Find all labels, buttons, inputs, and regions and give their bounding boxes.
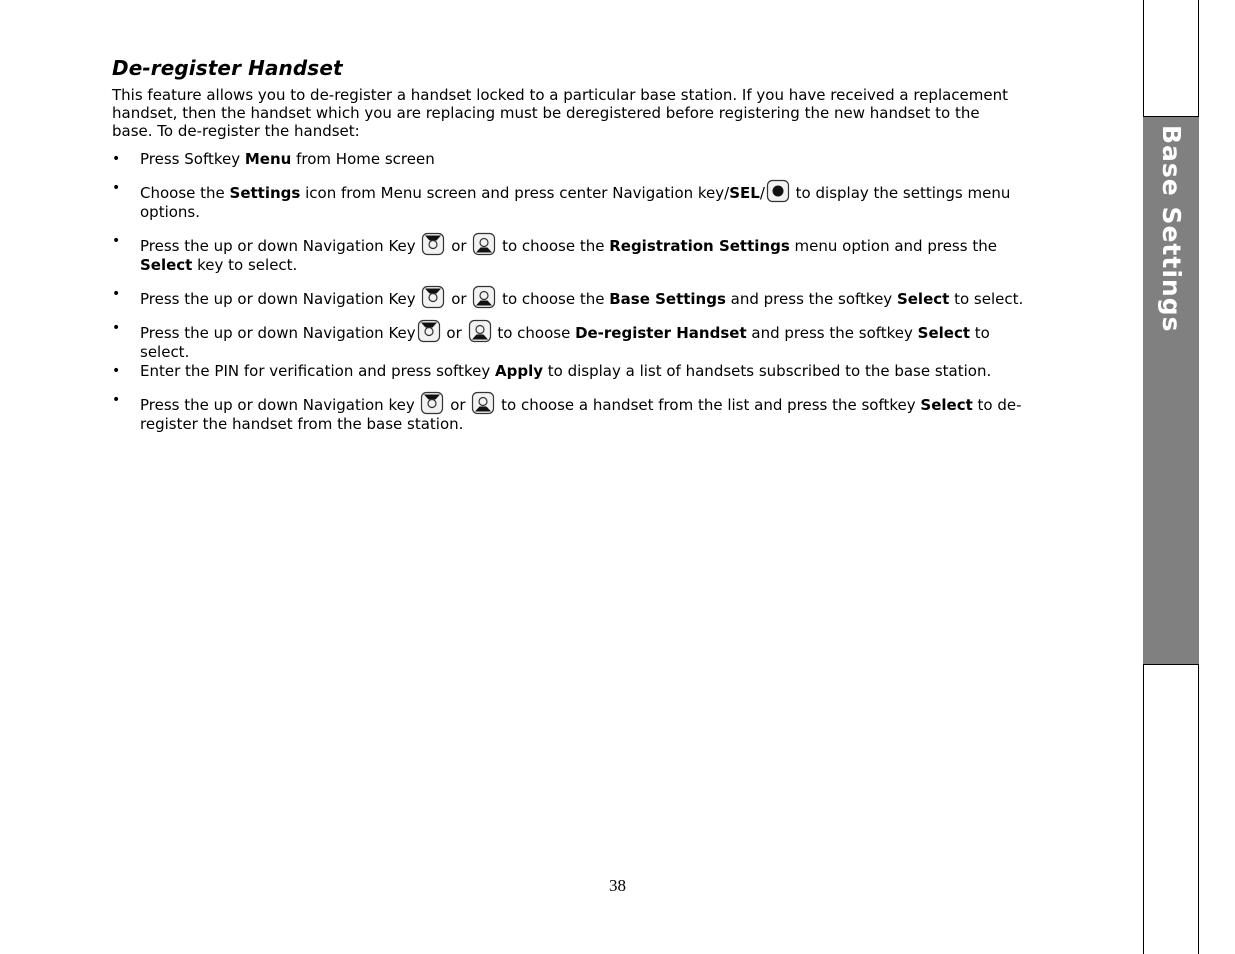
nav-up-key-icon	[421, 232, 445, 256]
page-number: 38	[609, 876, 626, 895]
section-side-tab	[1143, 116, 1199, 665]
bullet-icon: •	[112, 320, 121, 336]
list-item: • Press the up or down Navigation Key or to choose De-register Handset and press the softkey Select to select.	[112, 320, 990, 361]
nav-select-key-icon	[766, 179, 790, 203]
nav-up-key-icon	[417, 319, 441, 343]
list-item: • Choose the Settings icon from Menu screen and press center Navigation key/SEL/ to display the settings menu options.	[112, 180, 1011, 221]
list-item: • Enter the PIN for verification and press softkey Apply to display a list of handsets subscribed to the base station.	[112, 362, 992, 380]
nav-up-key-icon	[420, 391, 444, 415]
nav-down-key-icon	[472, 285, 496, 309]
nav-up-key-icon	[421, 285, 445, 309]
side-tab-label: Base Settings	[1157, 125, 1186, 333]
document-body	[112, 56, 1032, 434]
bullet-icon: •	[112, 286, 121, 302]
list-item: • Press Softkey Menu from Home screen	[112, 150, 435, 168]
bullet-icon: •	[112, 151, 121, 167]
bullet-icon: •	[112, 180, 121, 196]
list-item: • Press the up or down Navigation Key or to choose the Base Settings and press the softkey Select to select.	[112, 286, 1024, 308]
section-heading: De-register Handset	[112, 56, 343, 80]
bullet-icon: •	[112, 363, 121, 379]
intro-paragraph: This feature allows you to de-register a handset locked to a particular base station. If you have received a replacement handset, then the handset which you are replacing must be deregistered before registering the new handset to the base. To de-register the handset:	[112, 86, 1009, 140]
bullet-icon: •	[112, 233, 121, 249]
nav-down-key-icon	[471, 391, 495, 415]
nav-down-key-icon	[472, 232, 496, 256]
steps-list	[112, 150, 1032, 434]
bullet-icon: •	[112, 392, 121, 408]
nav-down-key-icon	[468, 319, 492, 343]
list-item: • Press the up or down Navigation Key or to choose the Registration Settings menu option and press the Select key to select.	[112, 233, 997, 274]
list-item: • Press the up or down Navigation key or to choose a handset from the list and press the softkey Select to de-register the handset from the base station.	[112, 392, 1022, 433]
